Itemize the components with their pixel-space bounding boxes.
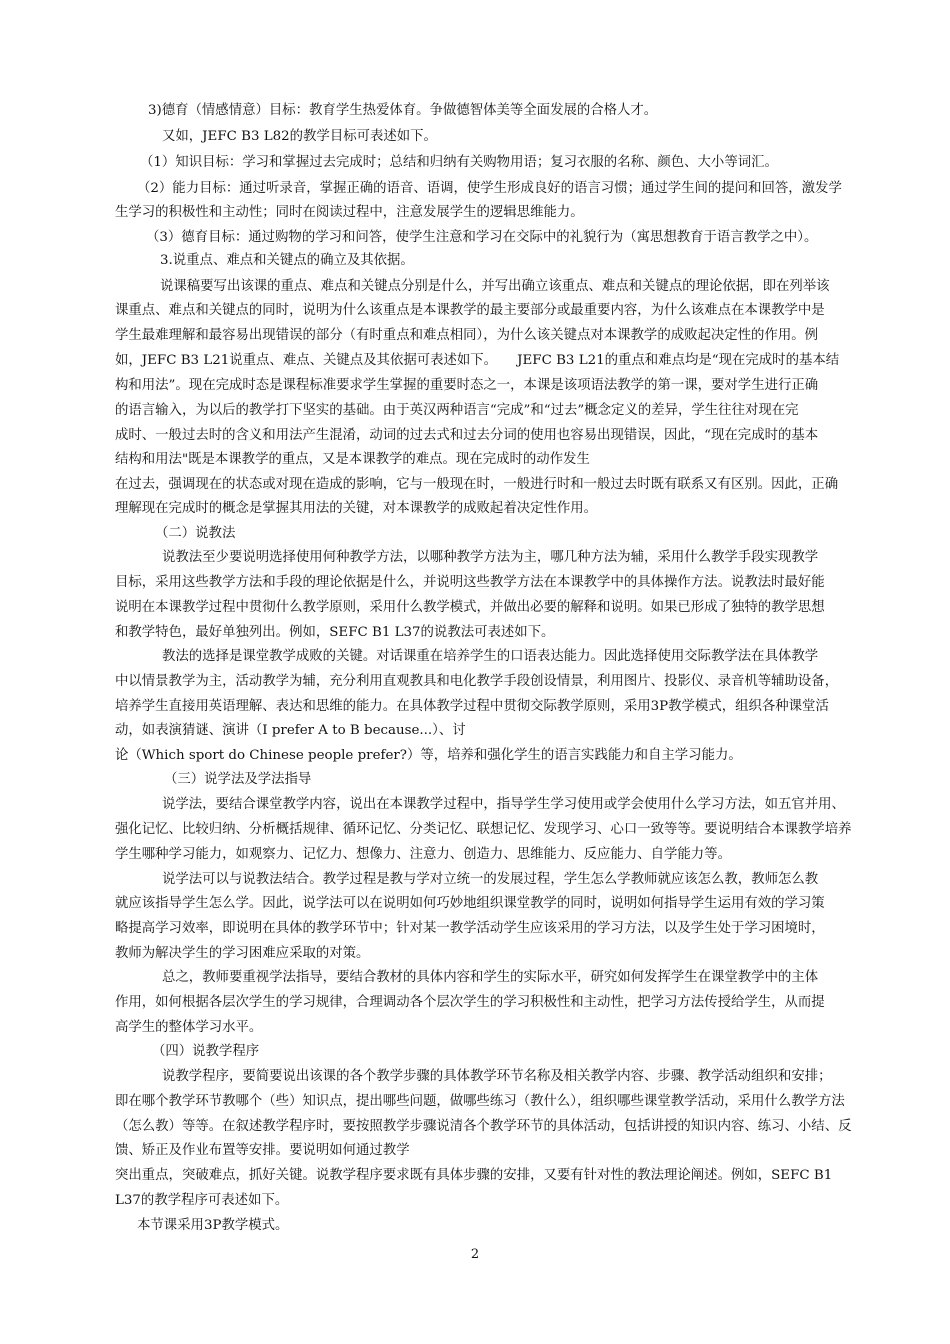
text-line: 成时、一般过去时的含义和用法产生混淆，动词的过去式和过去分词的使用也容易出现错误，因此，“现在完成时的基本: [115, 428, 819, 443]
text-line: 理解现在完成时的概念是掌握其用法的关键，对本课教学的成败起着决定性作用。: [115, 501, 598, 516]
text-line: 说教学程序，要简要说出该课的各个教学步骤的具体教学环节名称及相关教学内容、步骤、教学活动组织和安排；: [162, 1069, 832, 1084]
text-line: 论（Which sport do Chinese people prefer?）等，培养和强化学生的语言实践能力和自主学习能力。: [115, 748, 742, 763]
text-line: （3）德育目标：通过购物的学习和问答，使学生注意和学习在交际中的礼貌行为（寓思想教育于语言教学之中）。: [146, 230, 818, 245]
text-line: 和教学特色，最好单独列出。例如，SEFC B1 L37的说教法可表述如下。: [115, 625, 555, 640]
text-line: 强化记忆、比较归纳、分析概括规律、循环记忆、分类记忆、联想记忆、发现学习、心口一致等等。要说明结合本课教学培养: [115, 822, 852, 837]
section-heading: 3.说重点、难点和关键点的确立及其依据。: [160, 253, 414, 268]
text-line: （2）能力目标：通过听录音，掌握正确的语音、语调，使学生形成良好的语言习惯；通过学生间的提问和回答，激发学: [137, 181, 842, 196]
text-line: 如，JEFC B3 L21说重点、难点、关键点及其依据可表述如下。 JEFC B3 L21的重点和难点均是“现在完成时的基本结: [115, 353, 840, 368]
text-line: 即在哪个教学环节教哪个（些）知识点，提出哪些问题，做哪些练习（教什么），组织哪些课堂教学活动，采用什么教学方法: [115, 1094, 845, 1109]
text-line: 结构和用法"既是本课教学的重点，又是本课教学的难点。现在完成时的动作发生: [115, 452, 590, 467]
text-line: 中以情景教学为主，活动教学为辅，充分利用直观教具和电化教学手段创设情景，利用图片、投影仪、录音机等辅助设备，: [115, 674, 839, 689]
text-line: 教师为解决学生的学习困难应采取的对策。: [115, 946, 370, 961]
text-line: 突出重点，突破难点，抓好关键。说教学程序要求既有具体步骤的安排，又要有针对性的教法理论阐述。例如，SEFC B1: [115, 1168, 833, 1183]
text-line: 总之，教师要重视学法指导，要结合教材的具体内容和学生的实际水平，研究如何发挥学生在课堂教学中的主体: [162, 970, 819, 985]
section-heading: （四）说教学程序: [152, 1044, 260, 1059]
text-line: 课重点、难点和关键点的同时，说明为什么该重点是本课教学的最主要部分或最重要内容，为什么该难点在本课教学中是: [115, 303, 825, 318]
text-line: 学生哪种学习能力，如观察力、记忆力、想像力、注意力、创造力、思维能力、反应能力、自学能力等。: [115, 847, 731, 862]
section-heading: （二）说教法: [155, 526, 236, 541]
page-number: 2: [470, 1247, 480, 1262]
text-line: 生学习的积极性和主动性；同时在阅读过程中，注意发展学生的逻辑思维能力。: [115, 205, 584, 220]
text-line: 又如，JEFC B3 L82的教学目标可表述如下。: [162, 129, 437, 144]
text-line: 说明在本课教学过程中贯彻什么教学原则，采用什么教学模式，并做出必要的解释和说明。如果已形成了独特的教学思想: [115, 600, 825, 615]
text-line: 目标，采用这些教学方法和手段的理论依据是什么，并说明这些教学方法在本课教学中的具体操作方法。说教法时最好能: [115, 575, 825, 590]
text-line: 的语言输入，为以后的教学打下坚实的基础。由于英汉两种语言“完成”和“过去”概念定义的差异，学生往往对现在完: [115, 403, 799, 418]
text-line: 学生最难理解和最容易出现错误的部分（有时重点和难点相同），为什么该关键点对本课教学的成败起决定性的作用。例: [115, 328, 818, 343]
text-line: 作用，如何根据各层次学生的学习规律，合理调动各个层次学生的学习积极性和主动性，把学习方法传授给学生，从而提: [115, 995, 825, 1010]
text-line: 略提高学习效率，即说明在具体的教学环节中；针对某一教学活动学生应该采用的学习方法，以及学生处于学习困境时，: [115, 921, 825, 936]
section-heading: （三）说学法及学法指导: [164, 772, 312, 787]
text-line: （1）知识目标：学习和掌握过去完成时；总结和归纳有关购物用语；复习衣服的名称、颜色、大小等词汇。: [140, 155, 778, 170]
text-line: 构和用法”。现在完成时态是课程标准要求学生掌握的重要时态之一，本课是该项语法教学的第一课，要对学生进行正确: [115, 378, 819, 393]
text-line: 培养学生直接用英语理解、表达和思维的能力。在具体教学过程中贯彻交际教学原则，采用3P教学模式，组织各种课堂活: [115, 699, 829, 714]
text-line: 馈、矫正及作业布置等安排。要说明如何通过教学: [115, 1143, 410, 1158]
text-line: 说教法至少要说明选择使用何种教学方法，以哪种教学方法为主，哪几种方法为辅，采用什么教学手段实现教学: [162, 550, 819, 565]
text-line: 高学生的整体学习水平。: [115, 1020, 263, 1035]
text-line: 动，如表演猜谜、演讲（I prefer A to B because...）、讨: [115, 723, 466, 738]
text-line: 在过去，强调现在的状态或对现在造成的影响，它与一般现在时，一般进行时和一般过去时既有联系又有区别。因此，正确: [115, 477, 839, 492]
text-line: 说学法，要结合课堂教学内容，说出在本课教学过程中，指导学生学习使用或学会使用什么学习方法，如五官并用、: [162, 797, 845, 812]
text-line: 3)德育（情感情意）目标：教育学生热爱体育。争做德智体美等全面发展的合格人才。: [148, 103, 658, 118]
text-line: 说课稿要写出该课的重点、难点和关键点分别是什么，并写出确立该重点、难点和关键点的理论依据，即在列举该: [160, 279, 830, 294]
text-line: （怎么教）等等。在叙述教学程序时，要按照教学步骤说清各个教学环节的具体活动，包括讲授的知识内容、练习、小结、反: [115, 1119, 852, 1134]
text-line: 本节课采用3P教学模式。: [137, 1218, 289, 1233]
text-line: 教法的选择是课堂教学成败的关键。对话课重在培养学生的口语表达能力。因此选择使用交际教学法在具体教学: [162, 649, 819, 664]
text-line: L37的教学程序可表述如下。: [115, 1193, 289, 1208]
text-line: 就应该指导学生怎么学。因此，说学法可以在说明如何巧妙地组织课堂教学的同时，说明如何指导学生运用有效的学习策: [115, 896, 825, 911]
text-line: 说学法可以与说教法结合。教学过程是教与学对立统一的发展过程，学生怎么学教师就应该怎么教，教师怎么教: [162, 872, 819, 887]
